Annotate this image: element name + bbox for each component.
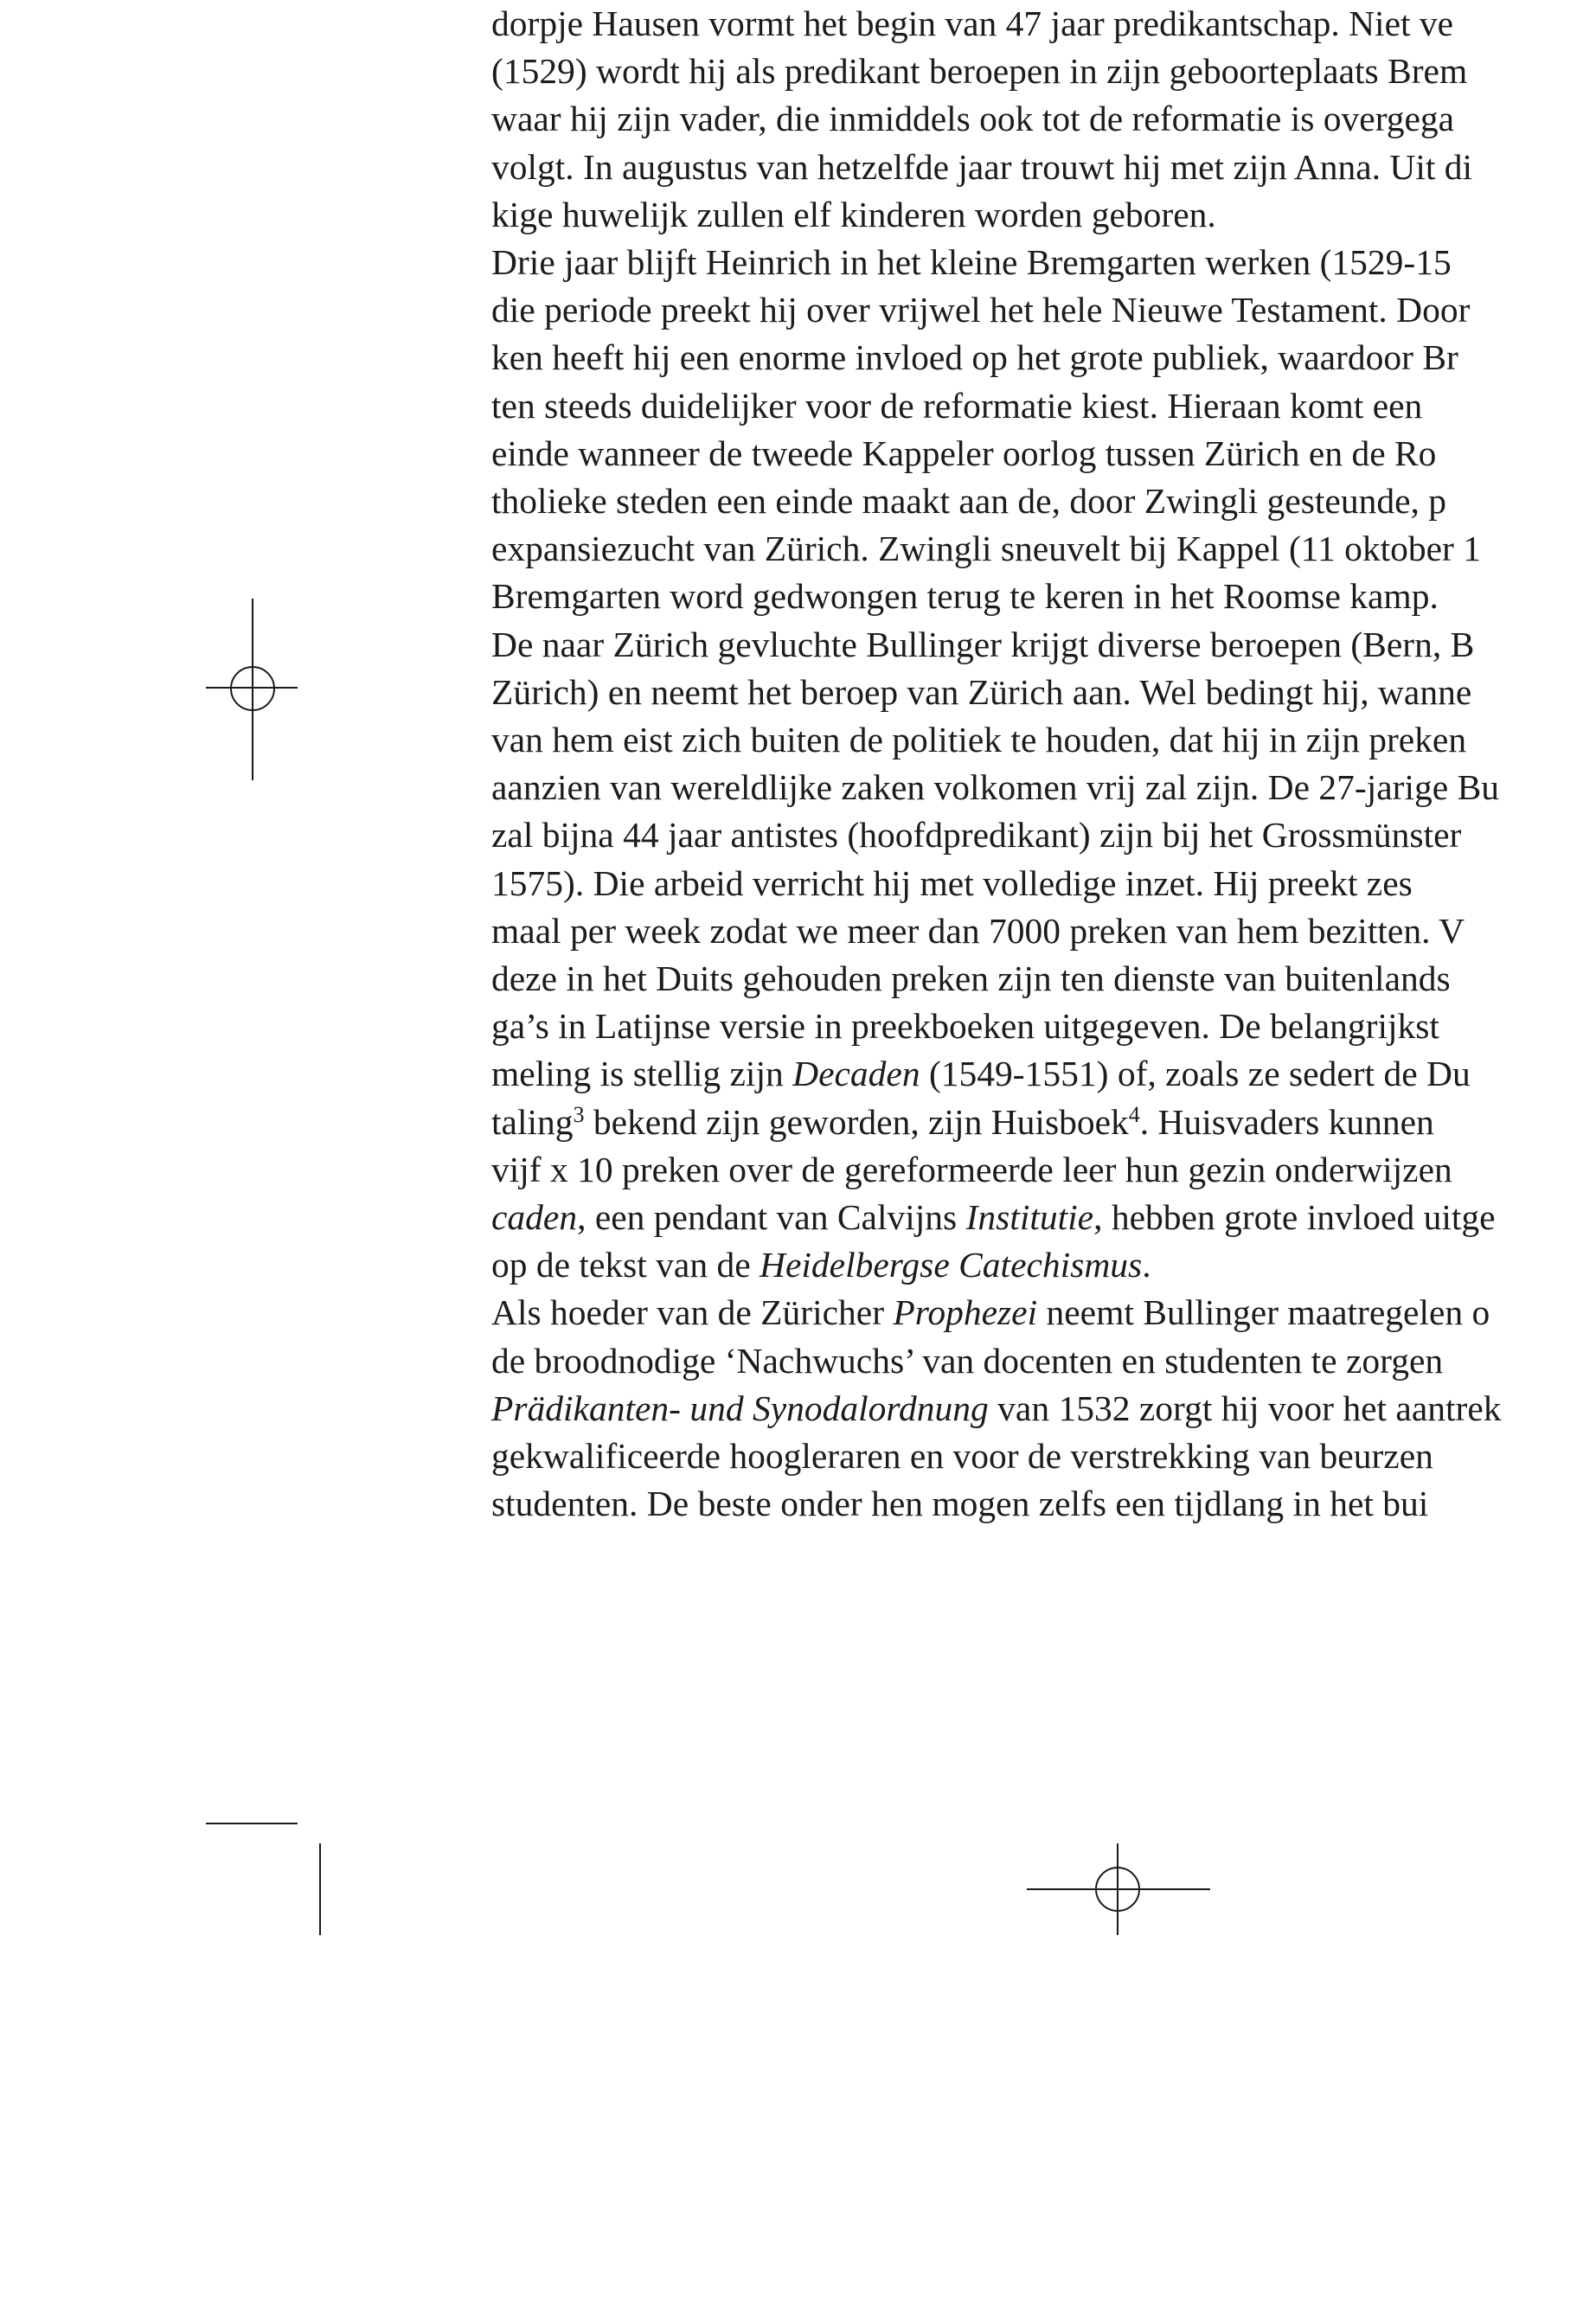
- text-line: [491, 1385, 1502, 1433]
- text-segment: ga’s in Latijnse versie in preekboeken uitgegeven. De belangrijkst: [491, 1006, 1439, 1047]
- text-segment: maal per week zodat we meer dan 7000 preken van hem bezitten. V: [491, 910, 1465, 951]
- text-segment: , een pendant van Calvijns: [577, 1197, 966, 1237]
- text-line: [491, 191, 1216, 239]
- text-line: [491, 621, 1474, 669]
- text-line: [491, 478, 1446, 525]
- text-segment: de broodnodige ‘Nachwuchs’ van docenten en studenten te zorgen: [491, 1340, 1444, 1381]
- text-segment: volgt. In augustus van hetzelfde jaar trouwt hij met zijn Anna. Uit di: [491, 146, 1473, 187]
- text-line: [491, 286, 1470, 334]
- text-segment: van hem eist zich buiten de politiek te houden, dat hij in zijn preken: [491, 720, 1467, 760]
- text-segment: Drie jaar blijft Heinrich in het kleine Bremgarten werken (1529-15: [491, 242, 1452, 282]
- text-line: [491, 1099, 1434, 1146]
- text-segment: gekwalificeerde hoogleraren en voor de verstrekking van beurzen: [491, 1436, 1433, 1476]
- text-line: [491, 669, 1471, 716]
- text-line: [491, 907, 1465, 955]
- text-segment: tholieke steden een einde maakt aan de, door Zwingli gesteunde, p: [491, 481, 1446, 521]
- text-line: [491, 1433, 1433, 1480]
- footnote-ref: 4: [1128, 1101, 1140, 1127]
- text-segment: (1549-1551) of, zoals ze sedert de Du: [920, 1054, 1471, 1094]
- text-line: [491, 716, 1466, 764]
- italic-text: Heidelbergse Catechismus: [760, 1245, 1143, 1285]
- text-segment: zal bijna 44 jaar antistes (hoofdpredikant) zijn bij het Grossmünster: [491, 815, 1462, 856]
- text-line: [491, 764, 1499, 811]
- text-segment: ten steeds duidelijker voor de reformatie kiest. Hieraan komt een: [491, 385, 1423, 426]
- text-line: [491, 1003, 1439, 1050]
- text-segment: op de tekst van de: [491, 1245, 760, 1285]
- text-line: [491, 860, 1413, 907]
- text-segment: . Huisvaders kunnen: [1139, 1101, 1434, 1142]
- text-segment: .: [1142, 1245, 1151, 1285]
- text-line: [491, 0, 1453, 48]
- text-segment: die periode preekt hij over vrijwel het hele Nieuwe Testament. Door: [491, 290, 1471, 330]
- text-segment: aanzien van wereldlijke zaken volkomen vrij zal zijn. De 27-jarige Bu: [491, 767, 1499, 808]
- text-segment: taling: [491, 1101, 574, 1142]
- italic-text: caden: [491, 1197, 578, 1237]
- text-line: [491, 1337, 1443, 1385]
- text-line: [491, 48, 1467, 95]
- text-segment: einde wanneer de tweede Kappeler oorlog tussen Zürich en de Ro: [491, 433, 1437, 473]
- text-segment: meling is stellig zijn: [491, 1054, 793, 1094]
- text-segment: vijf x 10 preken over de gereformeerde leer hun gezin onderwijzen: [491, 1149, 1452, 1189]
- text-line: [491, 1050, 1471, 1098]
- text-segment: deze in het Duits gehouden preken zijn ten dienste van buitenlands: [491, 958, 1451, 998]
- italic-text: Prädikanten- und Synodalordnung: [491, 1388, 989, 1428]
- text-segment: waar hij zijn vader, die inmiddels ook tot de reformatie is overgega: [491, 99, 1455, 139]
- footnote-ref: 3: [573, 1101, 585, 1127]
- text-line: [491, 239, 1452, 286]
- text-segment: neemt Bullinger maatregelen o: [1037, 1292, 1490, 1333]
- text-segment: studenten. De beste onder hen mogen zelfs een tijdlang in het bui: [491, 1484, 1429, 1524]
- text-line: [491, 1289, 1490, 1336]
- text-line: [491, 1241, 1151, 1289]
- text-line: [491, 334, 1458, 381]
- text-line: [491, 1194, 1496, 1241]
- text-line: [491, 573, 1439, 620]
- italic-text: Prophezei: [893, 1292, 1038, 1333]
- text-segment: kige huwelijk zullen elf kinderen worden geboren.: [491, 194, 1216, 234]
- text-segment: ken heeft hij een enorme invloed op het grote publiek, waardoor Br: [491, 337, 1458, 378]
- text-line: [491, 955, 1451, 1003]
- text-segment: , hebben grote invloed uitge: [1093, 1197, 1496, 1237]
- text-line: [491, 811, 1461, 859]
- text-segment: van 1532 zorgt hij voor het aantrek: [988, 1388, 1502, 1428]
- text-segment: Bremgarten word gedwongen terug te keren in het Roomse kamp.: [491, 576, 1439, 617]
- text-segment: Als hoeder van de Züricher: [491, 1292, 894, 1333]
- text-line: [491, 1480, 1428, 1528]
- text-segment: 1575). Die arbeid verricht hij met volledige inzet. Hij preekt zes: [491, 862, 1413, 903]
- text-segment: (1529) wordt hij als predikant beroepen in zijn geboorteplaats Brem: [491, 51, 1468, 92]
- text-line: [491, 144, 1472, 191]
- text-line: [491, 382, 1422, 430]
- text-segment: bekend zijn geworden, zijn Huisboek: [584, 1101, 1129, 1142]
- italic-text: Institutie: [965, 1197, 1094, 1237]
- text-segment: De naar Zürich gevluchte Bullinger krijgt diverse beroepen (Bern, B: [491, 624, 1475, 664]
- text-line: [491, 525, 1481, 573]
- text-line: [491, 430, 1436, 478]
- text-segment: expansiezucht van Zürich. Zwingli sneuvelt bij Kappel (11 oktober 1: [491, 529, 1482, 569]
- italic-text: Decaden: [792, 1054, 920, 1094]
- text-line: [491, 95, 1454, 143]
- text-segment: Zürich) en neemt het beroep van Zürich aan. Wel bedingt hij, wanne: [491, 671, 1472, 712]
- text-line: [491, 1146, 1452, 1194]
- text-segment: dorpje Hausen vormt het begin van 47 jaar predikantschap. Niet ve: [491, 3, 1454, 43]
